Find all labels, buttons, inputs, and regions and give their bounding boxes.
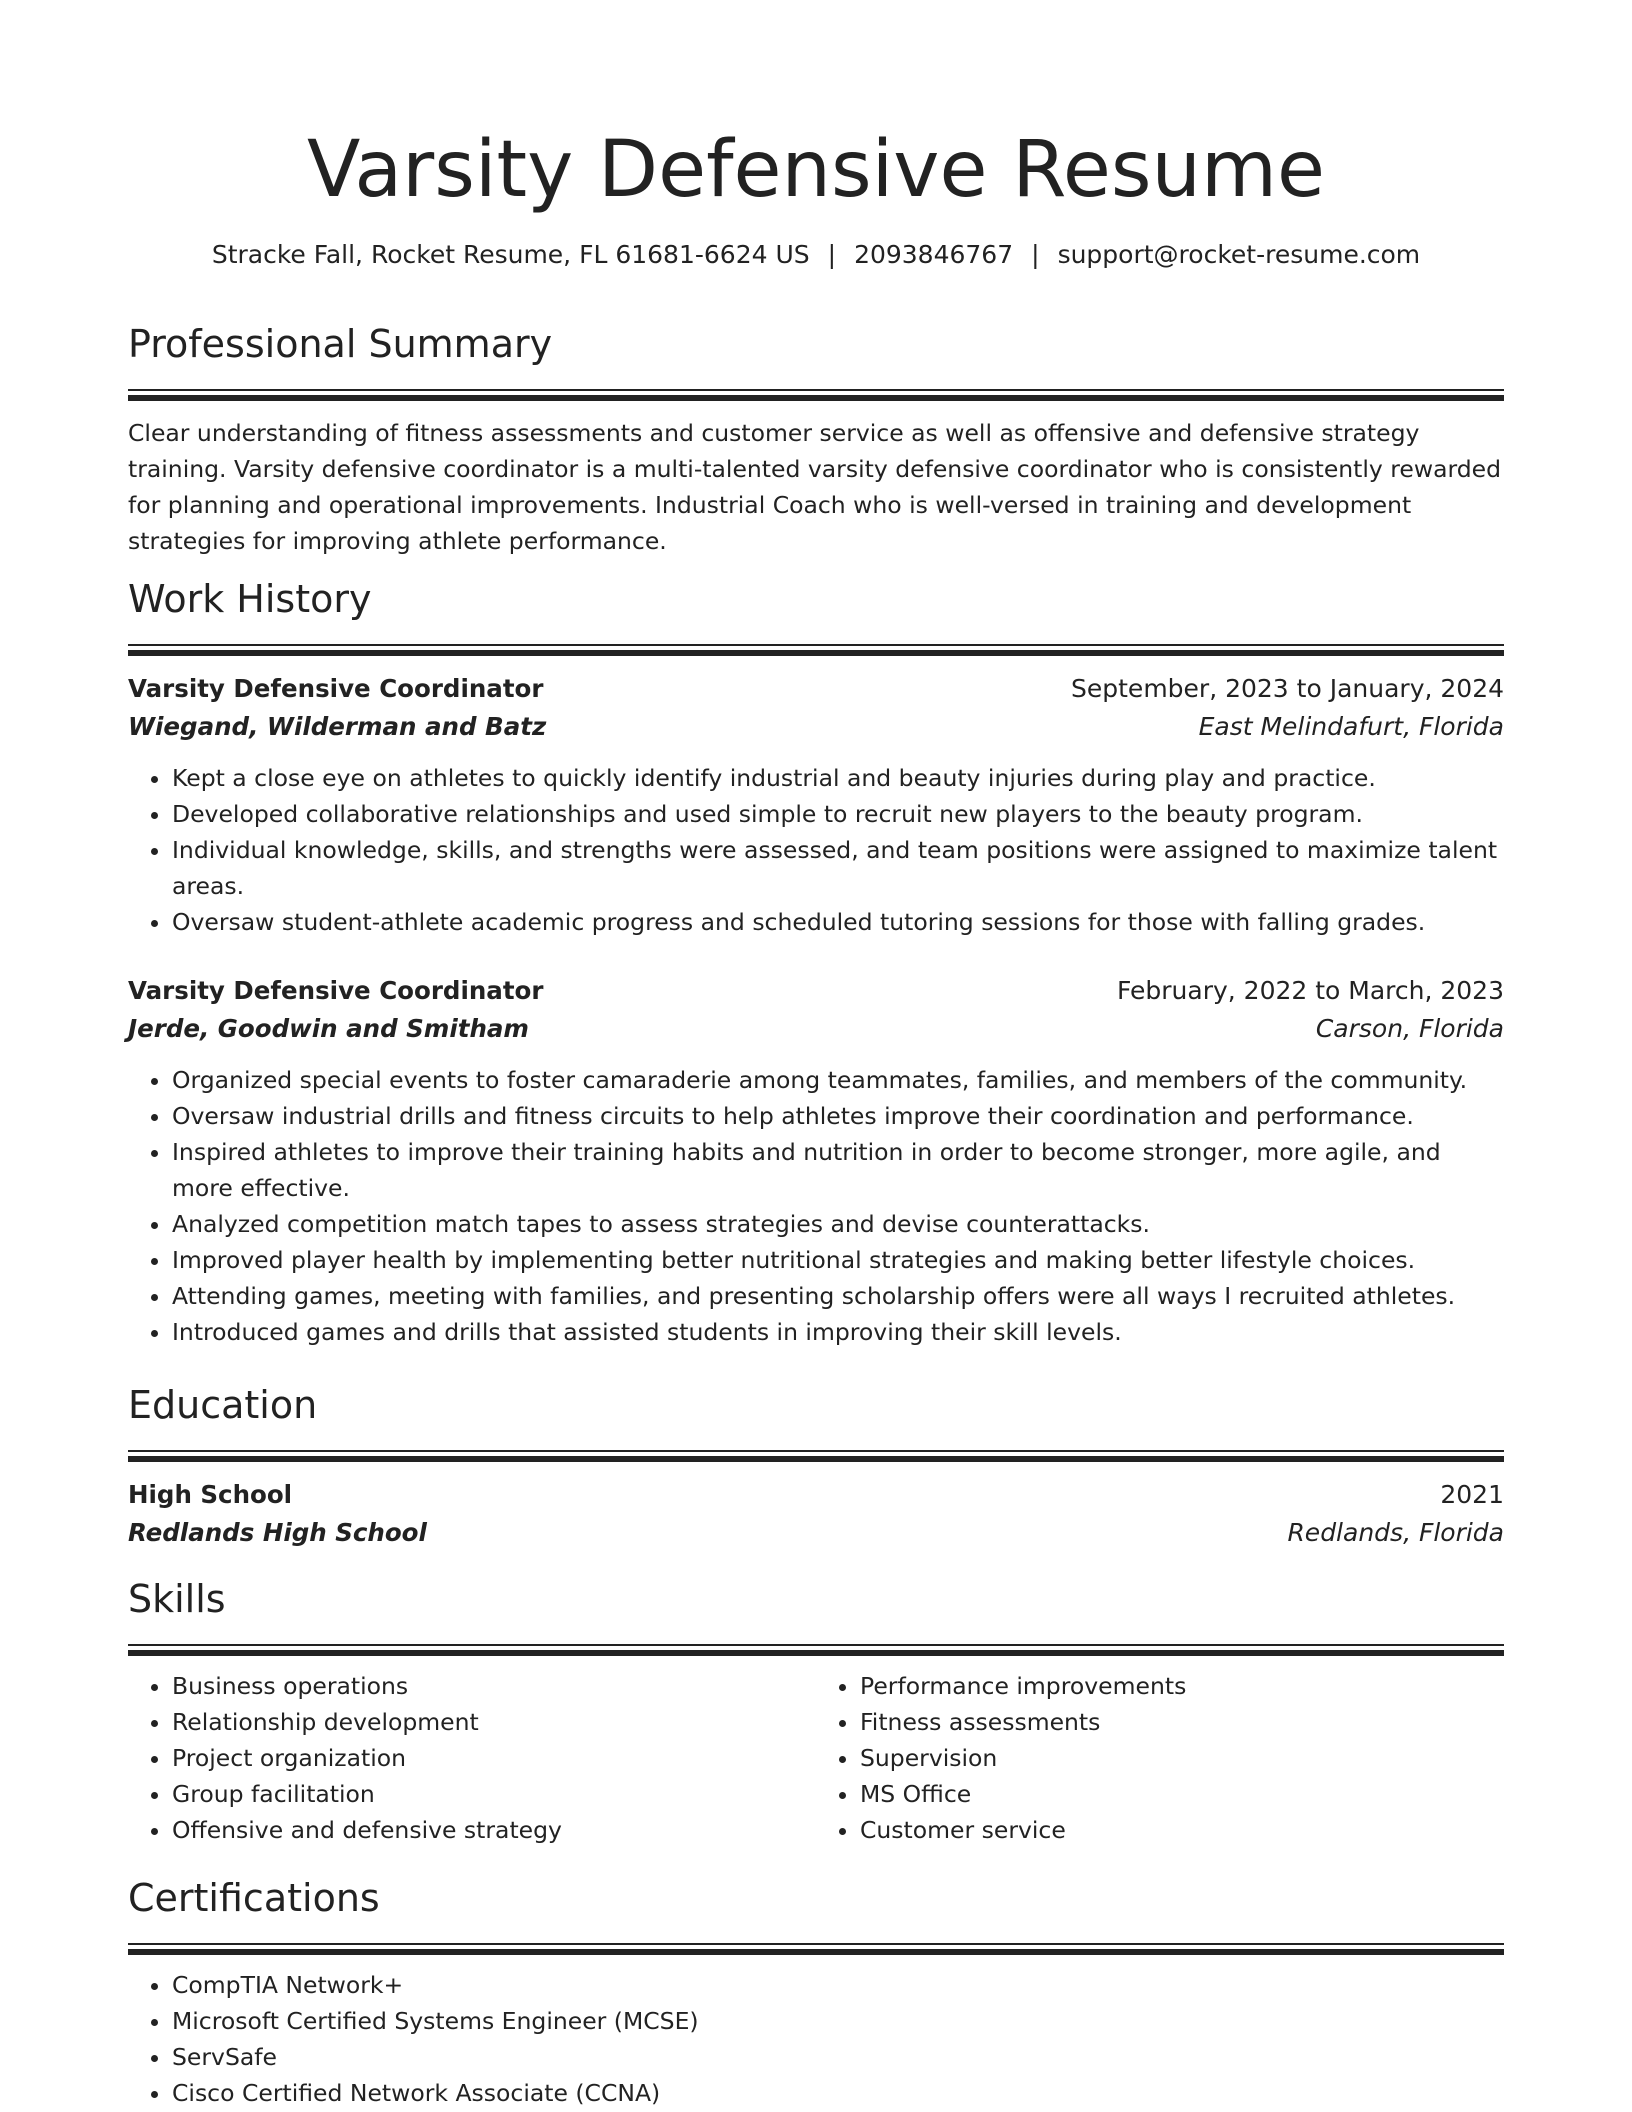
skills-columns [128, 1668, 1504, 1848]
job-role: Varsity Defensive Coordinator [128, 976, 544, 1005]
job-role: Varsity Defensive Coordinator [128, 674, 544, 703]
list-item: • Project organization [172, 1740, 816, 1776]
list-item: • Attending games, meeting with families, and presenting scholarship offers were all ways I recruited athletes. [172, 1278, 1504, 1314]
list-item: • Fitness assessments [860, 1704, 1504, 1740]
list-item: • Supervision [860, 1740, 1504, 1776]
contact-separator: | [827, 240, 837, 269]
list-item: • Oversaw industrial drills and fitness circuits to help athletes improve their coordination and performance. [172, 1098, 1504, 1134]
job-header-row [128, 972, 1504, 1010]
resume-name: Varsity Defensive Resume [307, 125, 1325, 215]
section-divider [128, 1644, 1504, 1656]
section-divider [128, 389, 1504, 401]
education-school-row [128, 1514, 1504, 1552]
summary-section [128, 319, 1504, 559]
list-item: • Relationship development [172, 1704, 816, 1740]
job-header-row [128, 670, 1504, 708]
job-company-row [128, 708, 1504, 746]
certifications-section [128, 1873, 1504, 2111]
section-divider [128, 644, 1504, 656]
list-item: • ServSafe [172, 2039, 1504, 2075]
job-entry [128, 972, 1504, 1350]
list-item: • Microsoft Certified Systems Engineer (MCSE) [172, 2003, 1504, 2039]
skills-section [128, 1574, 1504, 1848]
contact-line [128, 237, 1504, 273]
list-item: • Group facilitation [172, 1776, 816, 1812]
education-header-row [128, 1476, 1504, 1514]
job-entry [128, 670, 1504, 940]
section-title: Work History [128, 577, 372, 621]
work-history-section [128, 574, 1504, 1350]
summary-text: Clear understanding of fitness assessments and customer service as well as offensive and defensive strategy training. Varsity defensive coordinator is a multi-talented varsity defensive coordinator who is consistently rewarded for planning and operational improvements. Industrial Coach who is well-versed in training and development strategies for improving athlete performance. [128, 419, 1502, 555]
job-location: East Melindafurt, Florida [1198, 712, 1504, 741]
education-degree: High School [128, 1480, 293, 1509]
list-item: • CompTIA Network+ [172, 1967, 1504, 2003]
list-item: • Business operations [172, 1668, 816, 1704]
contact-separator: | [1031, 240, 1040, 269]
list-item: • Developed collaborative relationships and used simple to recruit new players to the beauty program. [172, 796, 1504, 832]
job-company: Wiegand, Wilderman and Batz [128, 712, 547, 741]
contact-email: support@rocket-resume.com [1057, 240, 1421, 269]
list-item: • Individual knowledge, skills, and strengths were assessed, and team positions were assigned to maximize talent areas. [172, 832, 1504, 904]
section-title: Skills [128, 1577, 226, 1621]
job-company-row [128, 1010, 1504, 1048]
section-divider [128, 1450, 1504, 1462]
education-school: Redlands High School [128, 1518, 427, 1547]
section-title: Education [128, 1383, 318, 1427]
education-year: 2021 [1440, 1480, 1504, 1509]
list-item: • Analyzed competition match tapes to assess strategies and devise counterattacks. [172, 1206, 1504, 1242]
job-company: Jerde, Goodwin and Smitham [128, 1014, 529, 1043]
list-item: • MS Office [860, 1776, 1504, 1812]
education-section [128, 1380, 1504, 1552]
list-item: • Oversaw student-athlete academic progress and scheduled tutoring sessions for those with falling grades. [172, 904, 1504, 940]
contact-address: Stracke Fall, Rocket Resume, FL 61681-6624 US [211, 240, 810, 269]
section-divider [128, 1943, 1504, 1955]
section-title: Certifications [128, 1876, 380, 1920]
list-item: • Cisco Certified Network Associate (CCNA) [172, 2075, 1504, 2111]
contact-phone: 2093846767 [854, 240, 1014, 269]
section-title: Professional Summary [128, 322, 553, 366]
job-dates: September, 2023 to January, 2024 [1071, 674, 1504, 703]
education-location: Redlands, Florida [1287, 1518, 1504, 1547]
skills-list-right [816, 1668, 1504, 1848]
list-item: • Offensive and defensive strategy [172, 1812, 816, 1848]
skills-list-left [128, 1668, 816, 1848]
list-item: • Inspired athletes to improve their training habits and nutrition in order to become stronger, more agile, and more effective. [172, 1134, 1504, 1206]
list-item: • Customer service [860, 1812, 1504, 1848]
job-dates: February, 2022 to March, 2023 [1116, 976, 1504, 1005]
job-bullets [128, 1062, 1504, 1350]
certifications-list [128, 1967, 1504, 2111]
list-item: • Improved player health by implementing better nutritional strategies and making better lifestyle choices. [172, 1242, 1504, 1278]
list-item: • Introduced games and drills that assisted students in improving their skill levels. [172, 1314, 1504, 1350]
job-bullets [128, 760, 1504, 940]
list-item: • Performance improvements [860, 1668, 1504, 1704]
list-item: • Kept a close eye on athletes to quickly identify industrial and beauty injuries during play and practice. [172, 760, 1504, 796]
list-item: • Organized special events to foster camaraderie among teammates, families, and members of the community. [172, 1062, 1504, 1098]
job-location: Carson, Florida [1315, 1014, 1504, 1043]
